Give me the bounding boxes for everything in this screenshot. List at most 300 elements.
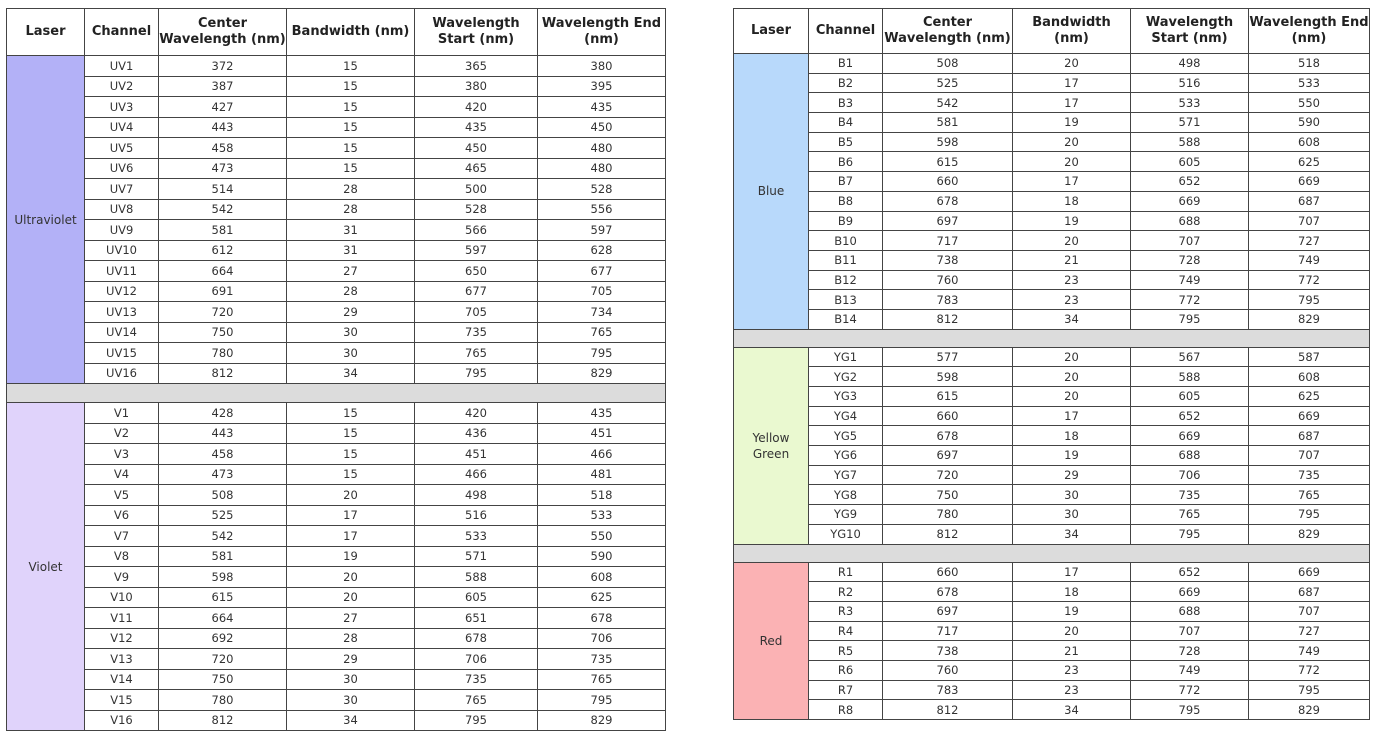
channel-cell: V16 — [85, 710, 159, 731]
channel-cell: YG8 — [809, 485, 883, 505]
channel-cell: V2 — [85, 423, 159, 444]
center-wavelength-cell: 660 — [883, 172, 1013, 192]
wavelength-start-cell: 605 — [1131, 387, 1249, 407]
wavelength-start-cell: 516 — [415, 505, 538, 526]
center-wavelength-cell: 678 — [883, 582, 1013, 602]
header-row — [7, 9, 666, 56]
center-wavelength-cell: 678 — [883, 191, 1013, 211]
center-wavelength-cell: 691 — [159, 281, 287, 302]
wavelength-start-cell: 533 — [415, 526, 538, 547]
wavelength-end-cell: 395 — [538, 76, 666, 97]
table-row — [734, 172, 1370, 192]
table-row — [7, 281, 666, 302]
center-wavelength-cell: 697 — [883, 601, 1013, 621]
wavelength-start-cell: 652 — [1131, 172, 1249, 192]
bandwidth-cell: 30 — [287, 690, 415, 711]
bandwidth-cell: 20 — [287, 485, 415, 506]
wavelength-end-cell: 518 — [1249, 54, 1370, 74]
table-row — [734, 700, 1370, 720]
wavelength-end-cell: 706 — [538, 628, 666, 649]
channel-cell: UV7 — [85, 179, 159, 200]
table-row — [734, 73, 1370, 93]
center-wavelength-cell: 581 — [159, 546, 287, 567]
wavelength-start-cell: 588 — [415, 567, 538, 588]
wavelength-end-cell: 687 — [1249, 582, 1370, 602]
channel-cell: V5 — [85, 485, 159, 506]
center-wavelength-cell: 780 — [159, 343, 287, 364]
channel-cell: B1 — [809, 54, 883, 74]
table-row — [7, 138, 666, 159]
table-row — [7, 302, 666, 323]
bandwidth-cell: 20 — [1013, 54, 1131, 74]
bandwidth-cell: 34 — [287, 710, 415, 731]
wavelength-end-cell: 678 — [538, 608, 666, 629]
bandwidth-cell: 20 — [1013, 347, 1131, 367]
wavelength-end-cell: 677 — [538, 261, 666, 282]
bandwidth-cell: 30 — [287, 343, 415, 364]
wavelength-end-cell: 795 — [538, 343, 666, 364]
wavelength-start-cell: 498 — [1131, 54, 1249, 74]
bandwidth-cell: 19 — [1013, 113, 1131, 133]
wavelength-end-cell: 687 — [1249, 426, 1370, 446]
wavelength-start-cell: 765 — [415, 343, 538, 364]
table-row — [7, 322, 666, 343]
wavelength-end-cell: 590 — [538, 546, 666, 567]
table-row — [7, 649, 666, 670]
channel-cell: UV6 — [85, 158, 159, 179]
center-wavelength-cell: 812 — [883, 309, 1013, 329]
channel-cell: B5 — [809, 132, 883, 152]
channel-cell: R3 — [809, 601, 883, 621]
bandwidth-cell: 34 — [1013, 524, 1131, 544]
table-row — [734, 211, 1370, 231]
laser-channel-table-left — [6, 8, 666, 731]
center-wavelength-cell: 720 — [159, 302, 287, 323]
table-row — [734, 54, 1370, 74]
channel-cell: YG9 — [809, 505, 883, 525]
bandwidth-cell: 21 — [1013, 250, 1131, 270]
channel-cell: V10 — [85, 587, 159, 608]
header-channel: Channel — [809, 9, 883, 54]
channel-cell: B6 — [809, 152, 883, 172]
header-bandwidth: Bandwidth (nm) — [1013, 9, 1131, 54]
wavelength-end-cell: 829 — [1249, 700, 1370, 720]
wavelength-end-cell: 625 — [538, 587, 666, 608]
channel-cell: YG3 — [809, 387, 883, 407]
center-wavelength-cell: 542 — [883, 93, 1013, 113]
center-wavelength-cell: 660 — [883, 562, 1013, 582]
channel-cell: UV3 — [85, 97, 159, 118]
bandwidth-cell: 17 — [1013, 93, 1131, 113]
wavelength-end-cell: 687 — [1249, 191, 1370, 211]
bandwidth-cell: 15 — [287, 423, 415, 444]
wavelength-start-cell: 567 — [1131, 347, 1249, 367]
wavelength-start-cell: 498 — [415, 485, 538, 506]
header-wavelength-end: Wavelength End (nm) — [538, 9, 666, 56]
channel-cell: B14 — [809, 309, 883, 329]
table-row — [7, 505, 666, 526]
channel-cell: UV11 — [85, 261, 159, 282]
center-wavelength-cell: 514 — [159, 179, 287, 200]
channel-cell: YG1 — [809, 347, 883, 367]
wavelength-start-cell: 795 — [1131, 309, 1249, 329]
bandwidth-cell: 21 — [1013, 641, 1131, 661]
wavelength-start-cell: 420 — [415, 97, 538, 118]
bandwidth-cell: 27 — [287, 608, 415, 629]
wavelength-start-cell: 677 — [415, 281, 538, 302]
center-wavelength-cell: 812 — [883, 700, 1013, 720]
channel-cell: YG2 — [809, 367, 883, 387]
wavelength-start-cell: 795 — [415, 363, 538, 384]
wavelength-start-cell: 735 — [415, 669, 538, 690]
table-row — [7, 76, 666, 97]
table-row — [7, 403, 666, 424]
table-row — [734, 347, 1370, 367]
channel-cell: UV5 — [85, 138, 159, 159]
center-wavelength-cell: 443 — [159, 117, 287, 138]
table-row — [7, 710, 666, 731]
channel-cell: YG4 — [809, 406, 883, 426]
table-row — [7, 56, 666, 77]
wavelength-end-cell: 727 — [1249, 231, 1370, 251]
wavelength-start-cell: 451 — [415, 444, 538, 465]
center-wavelength-cell: 780 — [883, 505, 1013, 525]
wavelength-start-cell: 571 — [415, 546, 538, 567]
center-wavelength-cell: 372 — [159, 56, 287, 77]
wavelength-start-cell: 465 — [415, 158, 538, 179]
wavelength-end-cell: 735 — [1249, 465, 1370, 485]
wavelength-start-cell: 651 — [415, 608, 538, 629]
table-row — [7, 587, 666, 608]
channel-cell: B7 — [809, 172, 883, 192]
table-row — [734, 191, 1370, 211]
wavelength-start-cell: 380 — [415, 76, 538, 97]
center-wavelength-cell: 581 — [159, 220, 287, 241]
center-wavelength-cell: 458 — [159, 138, 287, 159]
table-row — [7, 343, 666, 364]
wavelength-start-cell: 706 — [415, 649, 538, 670]
bandwidth-cell: 31 — [287, 220, 415, 241]
wavelength-end-cell: 772 — [1249, 660, 1370, 680]
center-wavelength-cell: 473 — [159, 158, 287, 179]
table-row — [7, 567, 666, 588]
channel-cell: V6 — [85, 505, 159, 526]
wavelength-end-cell: 625 — [1249, 387, 1370, 407]
channel-cell: V12 — [85, 628, 159, 649]
center-wavelength-cell: 783 — [883, 680, 1013, 700]
channel-cell: UV14 — [85, 322, 159, 343]
bandwidth-cell: 34 — [1013, 700, 1131, 720]
center-wavelength-cell: 473 — [159, 464, 287, 485]
table-row — [7, 158, 666, 179]
header-laser: Laser — [734, 9, 809, 54]
table-row — [734, 446, 1370, 466]
center-wavelength-cell: 387 — [159, 76, 287, 97]
channel-cell: YG6 — [809, 446, 883, 466]
wavelength-end-cell: 795 — [1249, 290, 1370, 310]
bandwidth-cell: 19 — [1013, 601, 1131, 621]
channel-cell: B4 — [809, 113, 883, 133]
group-separator — [734, 544, 1370, 562]
center-wavelength-cell: 750 — [159, 669, 287, 690]
wavelength-end-cell: 628 — [538, 240, 666, 261]
laser-cell-ultraviolet: Ultraviolet — [7, 56, 85, 384]
center-wavelength-cell: 542 — [159, 199, 287, 220]
bandwidth-cell: 20 — [1013, 152, 1131, 172]
bandwidth-cell: 30 — [287, 322, 415, 343]
laser-cell-violet: Violet — [7, 403, 85, 731]
center-wavelength-cell: 458 — [159, 444, 287, 465]
wavelength-start-cell: 652 — [1131, 562, 1249, 582]
channel-cell: UV2 — [85, 76, 159, 97]
wavelength-end-cell: 608 — [1249, 132, 1370, 152]
center-wavelength-cell: 615 — [883, 152, 1013, 172]
wavelength-end-cell: 466 — [538, 444, 666, 465]
header-wavelength-start: Wavelength Start (nm) — [1131, 9, 1249, 54]
wavelength-start-cell: 669 — [1131, 426, 1249, 446]
channel-cell: YG7 — [809, 465, 883, 485]
channel-cell: R5 — [809, 641, 883, 661]
channel-cell: R4 — [809, 621, 883, 641]
channel-cell: V9 — [85, 567, 159, 588]
bandwidth-cell: 15 — [287, 403, 415, 424]
center-wavelength-cell: 581 — [883, 113, 1013, 133]
wavelength-end-cell: 765 — [538, 669, 666, 690]
center-wavelength-cell: 812 — [883, 524, 1013, 544]
wavelength-end-cell: 829 — [1249, 309, 1370, 329]
table-row — [734, 387, 1370, 407]
wavelength-start-cell: 652 — [1131, 406, 1249, 426]
bandwidth-cell: 20 — [1013, 231, 1131, 251]
bandwidth-cell: 17 — [1013, 73, 1131, 93]
table-row — [734, 524, 1370, 544]
table-row — [734, 406, 1370, 426]
wavelength-end-cell: 608 — [538, 567, 666, 588]
table-body — [7, 56, 666, 731]
table-row — [7, 179, 666, 200]
center-wavelength-cell: 443 — [159, 423, 287, 444]
header-row — [734, 9, 1370, 54]
laser-cell-blue: Blue — [734, 54, 809, 330]
wavelength-start-cell: 450 — [415, 138, 538, 159]
wavelength-start-cell: 728 — [1131, 250, 1249, 270]
bandwidth-cell: 29 — [1013, 465, 1131, 485]
wavelength-end-cell: 550 — [1249, 93, 1370, 113]
wavelength-end-cell: 829 — [1249, 524, 1370, 544]
table-row — [7, 444, 666, 465]
wavelength-start-cell: 795 — [415, 710, 538, 731]
center-wavelength-cell: 427 — [159, 97, 287, 118]
channel-cell: V7 — [85, 526, 159, 547]
header-center-wavelength: Center Wavelength (nm) — [159, 9, 287, 56]
bandwidth-cell: 30 — [1013, 485, 1131, 505]
channel-cell: B12 — [809, 270, 883, 290]
wavelength-start-cell: 669 — [1131, 582, 1249, 602]
table-row — [7, 363, 666, 384]
center-wavelength-cell: 697 — [883, 211, 1013, 231]
table-row — [734, 250, 1370, 270]
bandwidth-cell: 28 — [287, 179, 415, 200]
wavelength-start-cell: 772 — [1131, 290, 1249, 310]
bandwidth-cell: 19 — [1013, 211, 1131, 231]
channel-cell: UV16 — [85, 363, 159, 384]
table-row — [734, 505, 1370, 525]
table-row — [734, 562, 1370, 582]
wavelength-start-cell: 765 — [1131, 505, 1249, 525]
wavelength-end-cell: 705 — [538, 281, 666, 302]
wavelength-start-cell: 765 — [415, 690, 538, 711]
channel-cell: UV1 — [85, 56, 159, 77]
wavelength-end-cell: 795 — [538, 690, 666, 711]
channel-cell: R8 — [809, 700, 883, 720]
header-wavelength-end: Wavelength End (nm) — [1249, 9, 1370, 54]
center-wavelength-cell: 738 — [883, 641, 1013, 661]
bandwidth-cell: 20 — [287, 567, 415, 588]
bandwidth-cell: 18 — [1013, 582, 1131, 602]
wavelength-end-cell: 590 — [1249, 113, 1370, 133]
bandwidth-cell: 17 — [1013, 406, 1131, 426]
wavelength-end-cell: 550 — [538, 526, 666, 547]
wavelength-start-cell: 528 — [415, 199, 538, 220]
center-wavelength-cell: 720 — [159, 649, 287, 670]
channel-cell: R1 — [809, 562, 883, 582]
bandwidth-cell: 15 — [287, 97, 415, 118]
center-wavelength-cell: 738 — [883, 250, 1013, 270]
center-wavelength-cell: 508 — [159, 485, 287, 506]
wavelength-start-cell: 365 — [415, 56, 538, 77]
wavelength-end-cell: 707 — [1249, 446, 1370, 466]
center-wavelength-cell: 664 — [159, 608, 287, 629]
channel-cell: UV15 — [85, 343, 159, 364]
channel-cell: B13 — [809, 290, 883, 310]
wavelength-end-cell: 435 — [538, 97, 666, 118]
wavelength-end-cell: 528 — [538, 179, 666, 200]
channel-cell: UV10 — [85, 240, 159, 261]
wavelength-end-cell: 765 — [538, 322, 666, 343]
table-row — [7, 546, 666, 567]
channel-cell: V8 — [85, 546, 159, 567]
channel-cell: V13 — [85, 649, 159, 670]
center-wavelength-cell: 615 — [159, 587, 287, 608]
group-separator — [7, 384, 666, 403]
laser-channel-table-right — [733, 8, 1370, 720]
center-wavelength-cell: 760 — [883, 660, 1013, 680]
bandwidth-cell: 29 — [287, 302, 415, 323]
wavelength-end-cell: 481 — [538, 464, 666, 485]
wavelength-start-cell: 688 — [1131, 211, 1249, 231]
table-row — [7, 97, 666, 118]
center-wavelength-cell: 612 — [159, 240, 287, 261]
table-row — [7, 423, 666, 444]
bandwidth-cell: 17 — [1013, 172, 1131, 192]
center-wavelength-cell: 717 — [883, 231, 1013, 251]
table-row — [7, 628, 666, 649]
header-wavelength-start: Wavelength Start (nm) — [415, 9, 538, 56]
wavelength-start-cell: 706 — [1131, 465, 1249, 485]
wavelength-start-cell: 466 — [415, 464, 538, 485]
laser-cell-red: Red — [734, 562, 809, 720]
table-row — [734, 641, 1370, 661]
wavelength-end-cell: 518 — [538, 485, 666, 506]
bandwidth-cell: 20 — [1013, 621, 1131, 641]
channel-cell: UV4 — [85, 117, 159, 138]
wavelength-start-cell: 605 — [415, 587, 538, 608]
wavelength-start-cell: 795 — [1131, 524, 1249, 544]
wavelength-end-cell: 480 — [538, 138, 666, 159]
channel-cell: UV9 — [85, 220, 159, 241]
table-row — [734, 231, 1370, 251]
table-row — [7, 240, 666, 261]
wavelength-end-cell: 795 — [1249, 505, 1370, 525]
wavelength-start-cell: 435 — [415, 117, 538, 138]
wavelength-end-cell: 597 — [538, 220, 666, 241]
table-row — [734, 426, 1370, 446]
bandwidth-cell: 17 — [287, 526, 415, 547]
wavelength-start-cell: 707 — [1131, 621, 1249, 641]
wavelength-start-cell: 500 — [415, 179, 538, 200]
table-row — [7, 608, 666, 629]
wavelength-end-cell: 829 — [538, 363, 666, 384]
wavelength-start-cell: 571 — [1131, 113, 1249, 133]
bandwidth-cell: 28 — [287, 628, 415, 649]
table-row — [7, 669, 666, 690]
table-row — [7, 117, 666, 138]
wavelength-end-cell: 533 — [538, 505, 666, 526]
center-wavelength-cell: 812 — [159, 363, 287, 384]
header-channel: Channel — [85, 9, 159, 56]
table-row — [7, 220, 666, 241]
wavelength-end-cell: 669 — [1249, 172, 1370, 192]
bandwidth-cell: 15 — [287, 464, 415, 485]
wavelength-start-cell: 650 — [415, 261, 538, 282]
channel-cell: B11 — [809, 250, 883, 270]
center-wavelength-cell: 720 — [883, 465, 1013, 485]
wavelength-start-cell: 749 — [1131, 660, 1249, 680]
wavelength-end-cell: 450 — [538, 117, 666, 138]
wavelength-start-cell: 678 — [415, 628, 538, 649]
center-wavelength-cell: 598 — [883, 367, 1013, 387]
bandwidth-cell: 15 — [287, 158, 415, 179]
wavelength-start-cell: 588 — [1131, 132, 1249, 152]
group-separator — [734, 329, 1370, 347]
table-row — [734, 660, 1370, 680]
center-wavelength-cell: 598 — [159, 567, 287, 588]
wavelength-start-cell: 688 — [1131, 446, 1249, 466]
wavelength-end-cell: 625 — [1249, 152, 1370, 172]
center-wavelength-cell: 615 — [883, 387, 1013, 407]
wavelength-end-cell: 829 — [538, 710, 666, 731]
wavelength-start-cell: 772 — [1131, 680, 1249, 700]
center-wavelength-cell: 598 — [883, 132, 1013, 152]
bandwidth-cell: 17 — [287, 505, 415, 526]
channel-cell: V3 — [85, 444, 159, 465]
channel-cell: YG10 — [809, 524, 883, 544]
wavelength-start-cell: 605 — [1131, 152, 1249, 172]
bandwidth-cell: 15 — [287, 444, 415, 465]
bandwidth-cell: 31 — [287, 240, 415, 261]
table-row — [734, 132, 1370, 152]
separator-cell — [7, 384, 666, 403]
channel-cell: V1 — [85, 403, 159, 424]
table-row — [7, 526, 666, 547]
table-row — [734, 270, 1370, 290]
wavelength-start-cell: 749 — [1131, 270, 1249, 290]
wavelength-start-cell: 735 — [1131, 485, 1249, 505]
center-wavelength-cell: 678 — [883, 426, 1013, 446]
center-wavelength-cell: 783 — [883, 290, 1013, 310]
center-wavelength-cell: 750 — [159, 322, 287, 343]
wavelength-end-cell: 707 — [1249, 211, 1370, 231]
